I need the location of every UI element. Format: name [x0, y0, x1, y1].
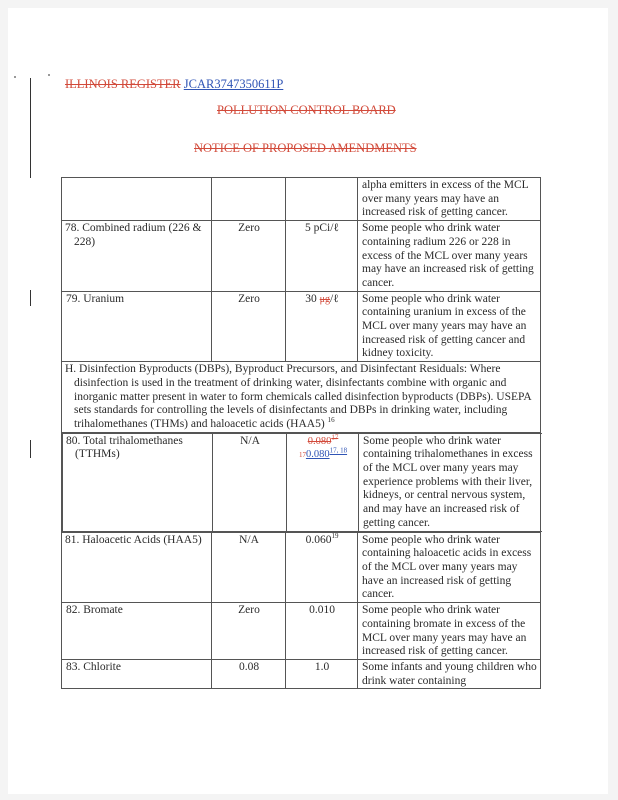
agency-title: POLLUTION CONTROL BOARD [217, 103, 396, 117]
mcl-unit-strike: μg [319, 293, 331, 305]
effects-cell: Some people who drink water containing trihalomethanes in excess of the MCL over many years may experience problems with their liver, kidneys, or central nervous system, and may have an increased risk of getting cancer. [359, 433, 542, 531]
mclg-cell: Zero [212, 603, 286, 660]
contaminant-cell: 83. Chlorite [62, 659, 212, 688]
table-row [62, 432, 541, 532]
mcl-cell: 1.0 [286, 659, 358, 688]
contaminant-cell: 81. Haloacetic Acids (HAA5) [62, 532, 212, 603]
mclg-cell: N/A [213, 433, 287, 531]
register-strike: ILLINOIS REGISTER [65, 77, 181, 91]
mcl-cell: 0.010 [286, 603, 358, 660]
effects-cell: Some infants and young children who drink water containing [358, 659, 541, 688]
register-header [65, 77, 283, 92]
effects-cell: Some people who drink water containing bromate in excess of the MCL over many years may have an increased risk of getting cancer. [358, 603, 541, 660]
footnote-ref: 16 [327, 416, 335, 425]
table-row [62, 178, 541, 221]
table-row [62, 221, 541, 292]
mcl-new-value: 170.080$^{17, 18}$ [298, 446, 348, 461]
section-h-row [62, 362, 541, 433]
mclg-cell: Zero [212, 221, 286, 292]
mclg-cell: N/A [212, 532, 286, 603]
table-row [62, 532, 541, 603]
contaminant-cell: 82. Bromate [62, 603, 212, 660]
section-h-text: H. Disinfection Byproducts (DBPs), Byproduct Precursors, and Disinfectant Residuals: Where disinfection is used in the treatment of drinking water, disinfectants combine with organic and inorganic matter present in water to form chemicals called disinfection byproducts (DBPs). USEPA sets standards for controlling the levels of disinfectants and DBPs in drinking water, including trihalomethanes (THMs) and haloacetic acids (HAA5) $^{16}$ [62, 362, 541, 433]
effects-cell: Some people who drink water containing haloacetic acids in excess of the MCL over many years may have an increased risk of getting cancer. [358, 532, 541, 603]
mclg-cell: 0.08 [212, 659, 286, 688]
effects-cell: Some people who drink water containing radium 226 or 228 in excess of the MCL over many years may have an increased risk of getting cancer. [358, 221, 541, 292]
table-row [62, 659, 541, 688]
mclg-cell: Zero [212, 291, 286, 362]
mclg-cell [212, 178, 286, 221]
mcl-old-value: 0.080$^{17}$ [307, 433, 339, 447]
notice-title: NOTICE OF PROPOSED AMENDMENTS [194, 141, 417, 155]
scan-mark [14, 76, 16, 78]
contaminant-cell: 78. Combined radium (226 & 228) [62, 221, 212, 292]
mcl-table [61, 177, 541, 689]
mcl-cell: 5 pCi/ℓ [286, 221, 358, 292]
effects-cell: alpha emitters in excess of the MCL over many years may have an increased risk of getting cancer. [358, 178, 541, 221]
mcl-cell [287, 433, 359, 531]
register-insert: JCAR3747350611P [183, 77, 284, 91]
revision-bar [30, 290, 31, 306]
mcl-cell: 0.060$^{19}$ [286, 532, 358, 603]
revision-bar [30, 78, 31, 178]
contaminant-cell: 80. Total trihalomethanes (TTHMs) [63, 433, 213, 531]
contaminant-cell: 79. Uranium [62, 291, 212, 362]
table-row [62, 291, 541, 362]
mcl-value: 30 [305, 292, 317, 305]
mcl-cell [286, 291, 358, 362]
mcl-unit: /ℓ [330, 292, 339, 305]
table-row [62, 603, 541, 660]
revision-bar [30, 440, 31, 458]
contaminant-cell [62, 178, 212, 221]
scan-mark [48, 74, 50, 76]
mcl-cell [286, 178, 358, 221]
effects-cell: Some people who drink water containing uranium in excess of the MCL over many years may have an increased risk of getting cancer and kidney toxicity. [358, 291, 541, 362]
